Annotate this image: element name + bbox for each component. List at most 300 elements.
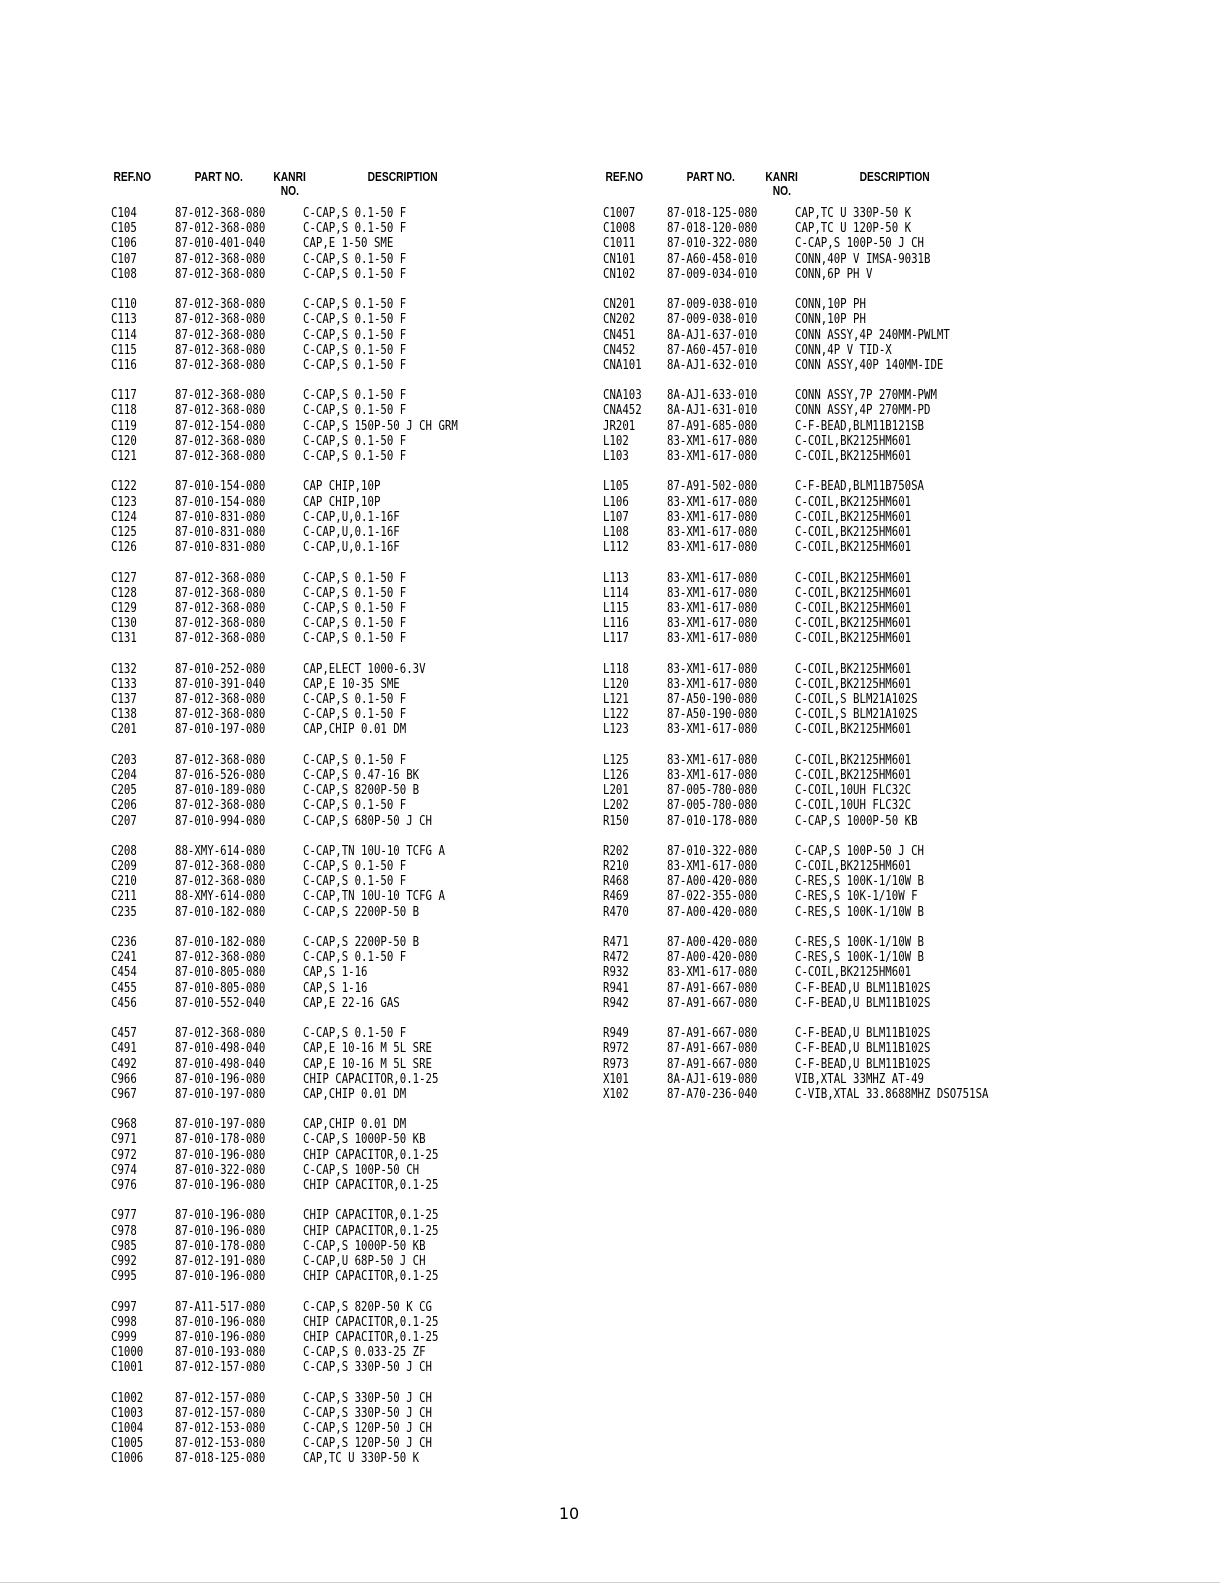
ref-no-cell: C207: [111, 813, 137, 829]
ref-no-cell: C124: [111, 509, 137, 525]
ref-no-cell: C209: [111, 859, 137, 875]
part-no-cell: 87-A70-236-040: [667, 1086, 758, 1102]
ref-no-cell: R941: [603, 980, 629, 996]
ref-no-cell: CNA101: [603, 357, 642, 373]
ref-no-cell: C206: [111, 798, 137, 814]
part-no-cell: 87-010-196-080: [175, 1071, 266, 1087]
part-no-cell: 87-010-197-080: [175, 1086, 266, 1102]
part-no-cell: 83-XM1-617-080: [667, 585, 758, 601]
part-no-cell: 87-012-368-080: [175, 388, 266, 404]
ref-no-cell: CN102: [603, 266, 636, 282]
description-cell: C-CAP,S 0.1-50 F: [303, 631, 407, 647]
ref-no-cell: L113: [603, 570, 629, 586]
part-no-cell: 87-010-189-080: [175, 783, 266, 799]
ref-no-cell: C1008: [603, 221, 636, 237]
part-no-cell: 87-012-368-080: [175, 312, 266, 328]
part-no-cell: 87-012-368-080: [175, 221, 266, 237]
ref-no-cell: C457: [111, 1026, 137, 1042]
part-no-cell: 87-012-368-080: [175, 357, 266, 373]
description-cell: CAP,E 10-35 SME: [303, 676, 400, 692]
description-cell: C-RES,S 10K-1/10W F: [795, 889, 918, 905]
part-no-cell: 87-010-197-080: [175, 1117, 266, 1133]
description-cell: C-CAP,S 0.1-50 F: [303, 449, 407, 464]
description-cell: CAP,CHIP 0.01 DM: [303, 1086, 407, 1102]
part-no-cell: 87-010-322-080: [667, 236, 758, 252]
part-no-cell: 87-010-196-080: [175, 1329, 266, 1345]
description-cell: CHIP CAPACITOR,0.1-25: [303, 1071, 439, 1087]
description-cell: C-COIL,BK2125HM601: [795, 616, 912, 632]
description-cell: CAP,E 22-16 GAS: [303, 995, 400, 1011]
part-no-cell: 87-010-831-080: [175, 540, 266, 556]
part-no-cell: 83-XM1-617-080: [667, 767, 758, 783]
ref-no-cell: C992: [111, 1253, 137, 1269]
part-no-cell: 87-010-322-080: [667, 843, 758, 859]
ref-no-cell: C108: [111, 266, 137, 282]
part-no-cell: 87-012-153-080: [175, 1421, 266, 1436]
ref-no-cell: C241: [111, 950, 137, 966]
part-no-cell: 87-012-368-080: [175, 327, 266, 343]
part-no-cell: 87-010-196-080: [175, 1269, 266, 1285]
description-cell: C-COIL,BK2125HM601: [795, 676, 912, 692]
description-cell: CONN,10P PH: [795, 312, 866, 328]
part-no-cell: 87-009-034-010: [667, 266, 758, 282]
description-cell: C-CAP,TN 10U-10 TCFG A: [303, 889, 445, 905]
ref-no-cell: C105: [111, 221, 137, 237]
ref-no-cell: C1001: [111, 1360, 144, 1376]
description-cell: C-CAP,S 120P-50 J CH: [303, 1421, 432, 1436]
header-part-no: PART NO.: [194, 170, 243, 184]
part-no-cell: 87-010-805-080: [175, 965, 266, 981]
part-no-cell: 87-018-125-080: [175, 1451, 266, 1467]
part-no-cell: 87-010-552-040: [175, 995, 266, 1011]
description-cell: C-COIL,BK2125HM601: [795, 767, 912, 783]
ref-no-cell: R468: [603, 874, 629, 890]
ref-no-cell: L105: [603, 479, 629, 495]
description-cell: CHIP CAPACITOR,0.1-25: [303, 1269, 439, 1285]
description-cell: CAP,S 1-16: [303, 965, 368, 981]
part-no-cell: 83-XM1-617-080: [667, 631, 758, 647]
ref-no-cell: L202: [603, 798, 629, 814]
ref-no-cell: C1005: [111, 1436, 144, 1452]
part-no-cell: 87-012-368-080: [175, 251, 266, 267]
description-cell: CAP,TC U 330P-50 K: [795, 206, 912, 221]
part-no-cell: 87-010-831-080: [175, 524, 266, 540]
description-cell: C-F-BEAD,U BLM11B102S: [795, 995, 931, 1011]
header-ref-no: REF.NO: [605, 170, 644, 184]
part-no-cell: 87-010-193-080: [175, 1345, 266, 1361]
description-cell: C-COIL,BK2125HM601: [795, 449, 912, 464]
description-cell: C-CAP,S 0.1-50 F: [303, 616, 407, 632]
description-cell: C-CAP,S 0.1-50 F: [303, 206, 407, 221]
part-no-cell: 87-010-197-080: [175, 722, 266, 738]
part-no-cell: 83-XM1-617-080: [667, 524, 758, 540]
description-cell: C-COIL,S BLM21A102S: [795, 692, 918, 707]
description-cell: CAP,TC U 330P-50 K: [303, 1451, 420, 1467]
description-cell: C-CAP,U,0.1-16F: [303, 540, 400, 556]
part-no-cell: 87-012-368-080: [175, 950, 266, 966]
ref-no-cell: C119: [111, 418, 137, 434]
ref-no-cell: L107: [603, 509, 629, 525]
part-no-cell: 8A-AJ1-633-010: [667, 388, 758, 404]
ref-no-cell: C132: [111, 661, 137, 677]
description-cell: CONN ASSY,40P 140MM-IDE: [795, 357, 944, 373]
description-cell: C-CAP,S 0.1-50 F: [303, 357, 407, 373]
ref-no-cell: R949: [603, 1026, 629, 1042]
part-no-cell: 87-A91-502-080: [667, 479, 758, 495]
description-cell: CHIP CAPACITOR,0.1-25: [303, 1223, 439, 1239]
description-cell: C-CAP,S 2200P-50 B: [303, 935, 420, 950]
header-part-no: PART NO.: [686, 170, 735, 184]
ref-no-cell: C1002: [111, 1390, 144, 1406]
part-no-cell: 87-010-154-080: [175, 494, 266, 510]
part-no-cell: 87-010-831-080: [175, 509, 266, 525]
description-cell: CAP,CHIP 0.01 DM: [303, 1117, 407, 1133]
description-cell: C-CAP,S 2200P-50 B: [303, 904, 420, 920]
part-no-cell: 87-012-368-080: [175, 707, 266, 723]
ref-no-cell: C126: [111, 540, 137, 556]
description-cell: CONN,4P V TID-X: [795, 342, 892, 358]
description-cell: C-F-BEAD,BLM11B121SB: [795, 418, 924, 434]
ref-no-cell: CN452: [603, 342, 636, 358]
part-no-cell: 87-A50-190-080: [667, 692, 758, 707]
description-cell: C-CAP,S 0.1-50 F: [303, 950, 407, 966]
ref-no-cell: C125: [111, 524, 137, 540]
header-kanri-no: NO.: [280, 184, 299, 198]
part-no-cell: 87-010-498-040: [175, 1056, 266, 1072]
description-cell: C-COIL,BK2125HM601: [795, 722, 912, 738]
ref-no-cell: C1004: [111, 1421, 144, 1436]
description-cell: C-CAP,S 0.1-50 F: [303, 874, 407, 890]
part-no-cell: 87-012-368-080: [175, 449, 266, 464]
ref-no-cell: C968: [111, 1117, 137, 1133]
description-cell: C-CAP,S 330P-50 J CH: [303, 1390, 432, 1406]
ref-no-cell: C128: [111, 585, 137, 601]
ref-no-cell: L118: [603, 661, 629, 677]
part-no-cell: 83-XM1-617-080: [667, 616, 758, 632]
part-no-cell: 87-012-368-080: [175, 874, 266, 890]
part-no-cell: 87-012-368-080: [175, 1026, 266, 1042]
description-cell: C-COIL,BK2125HM601: [795, 752, 912, 768]
description-cell: C-CAP,S 0.1-50 F: [303, 798, 407, 814]
part-no-cell: 83-XM1-617-080: [667, 722, 758, 738]
description-cell: C-CAP,S 0.1-50 F: [303, 312, 407, 328]
ref-no-cell: C967: [111, 1086, 137, 1102]
description-cell: CHIP CAPACITOR,0.1-25: [303, 1178, 439, 1193]
part-no-cell: 87-010-196-080: [175, 1147, 266, 1163]
description-cell: C-COIL,BK2125HM601: [795, 509, 912, 525]
description-cell: CONN,10P PH: [795, 297, 866, 313]
description-cell: C-COIL,BK2125HM601: [795, 631, 912, 647]
ref-no-cell: L103: [603, 449, 629, 464]
header-ref-no: REF.NO: [113, 170, 152, 184]
ref-no-cell: L115: [603, 600, 629, 616]
description-cell: C-CAP,S 120P-50 J CH: [303, 1436, 432, 1452]
description-cell: CAP CHIP,10P: [303, 494, 381, 510]
description-cell: CONN,6P PH V: [795, 266, 873, 282]
part-no-cell: 87-A00-420-080: [667, 874, 758, 890]
ref-no-cell: C1011: [603, 236, 636, 252]
ref-no-cell: C491: [111, 1041, 137, 1057]
ref-no-cell: C1007: [603, 206, 636, 221]
part-no-cell: 87-A60-457-010: [667, 342, 758, 358]
ref-no-cell: L120: [603, 676, 629, 692]
ref-no-cell: L125: [603, 752, 629, 768]
description-cell: C-CAP,U,0.1-16F: [303, 524, 400, 540]
description-cell: CONN ASSY,4P 240MM-PWLMT: [795, 327, 950, 343]
description-cell: C-COIL,BK2125HM601: [795, 433, 912, 449]
part-no-cell: 87-012-368-080: [175, 266, 266, 282]
description-cell: C-CAP,S 0.1-50 F: [303, 297, 407, 313]
ref-no-cell: L122: [603, 707, 629, 723]
ref-no-cell: L114: [603, 585, 629, 601]
ref-no-cell: R932: [603, 965, 629, 981]
header-kanri: KANRI: [765, 170, 798, 184]
ref-no-cell: C997: [111, 1299, 137, 1315]
ref-no-cell: C120: [111, 433, 137, 449]
ref-no-cell: C201: [111, 722, 137, 738]
part-no-cell: 87-010-994-080: [175, 813, 266, 829]
ref-no-cell: C971: [111, 1132, 137, 1148]
ref-no-cell: C998: [111, 1314, 137, 1330]
description-cell: C-CAP,S 0.1-50 F: [303, 342, 407, 358]
ref-no-cell: C456: [111, 995, 137, 1011]
ref-no-cell: C966: [111, 1071, 137, 1087]
ref-no-cell: C133: [111, 676, 137, 692]
page-number: 10: [558, 1504, 580, 1523]
ref-no-cell: L112: [603, 540, 629, 556]
part-no-cell: 87-012-368-080: [175, 206, 266, 221]
part-no-cell: 87-012-368-080: [175, 342, 266, 358]
description-cell: C-CAP,S 0.1-50 F: [303, 859, 407, 875]
part-no-cell: 87-A00-420-080: [667, 950, 758, 966]
part-no-cell: 87-012-154-080: [175, 418, 266, 434]
ref-no-cell: C1006: [111, 1451, 144, 1467]
description-cell: C-RES,S 100K-1/10W B: [795, 935, 924, 950]
part-no-cell: 87-010-196-080: [175, 1178, 266, 1193]
description-cell: CAP,E 10-16 M 5L SRE: [303, 1056, 432, 1072]
part-no-cell: 87-010-178-080: [175, 1132, 266, 1148]
description-cell: CONN ASSY,4P 270MM-PD: [795, 403, 931, 419]
ref-no-cell: C118: [111, 403, 137, 419]
part-no-cell: 87-009-038-010: [667, 297, 758, 313]
part-no-cell: 8A-AJ1-631-010: [667, 403, 758, 419]
ref-no-cell: L201: [603, 783, 629, 799]
part-no-cell: 83-XM1-617-080: [667, 676, 758, 692]
part-no-cell: 87-022-355-080: [667, 889, 758, 905]
part-no-cell: 83-XM1-617-080: [667, 540, 758, 556]
description-cell: C-CAP,S 1000P-50 KB: [795, 813, 918, 829]
part-no-cell: 88-XMY-614-080: [175, 843, 266, 859]
ref-no-cell: C137: [111, 692, 137, 707]
part-no-cell: 87-012-368-080: [175, 752, 266, 768]
part-no-cell: 87-010-252-080: [175, 661, 266, 677]
header-kanri-no: NO.: [772, 184, 791, 198]
description-cell: C-RES,S 100K-1/10W B: [795, 950, 924, 966]
part-no-cell: 87-012-157-080: [175, 1405, 266, 1421]
description-cell: C-CAP,S 0.1-50 F: [303, 752, 407, 768]
part-no-cell: 8A-AJ1-637-010: [667, 327, 758, 343]
ref-no-cell: C985: [111, 1238, 137, 1254]
ref-no-cell: R469: [603, 889, 629, 905]
part-no-cell: 87-012-153-080: [175, 1436, 266, 1452]
part-no-cell: 87-010-401-040: [175, 236, 266, 252]
description-cell: CONN,40P V IMSA-9031B: [795, 251, 931, 267]
part-no-cell: 87-010-154-080: [175, 479, 266, 495]
description-cell: C-CAP,S 1000P-50 KB: [303, 1238, 426, 1254]
part-no-cell: 87-010-805-080: [175, 980, 266, 996]
description-cell: C-CAP,S 8200P-50 B: [303, 783, 420, 799]
header-description: DESCRIPTION: [859, 170, 930, 184]
part-no-cell: 87-A91-667-080: [667, 995, 758, 1011]
description-cell: CAP,ELECT 1000-6.3V: [303, 661, 426, 677]
description-cell: C-CAP,S 0.1-50 F: [303, 221, 407, 237]
part-no-cell: 83-XM1-617-080: [667, 570, 758, 586]
ref-no-cell: C204: [111, 767, 137, 783]
description-cell: C-F-BEAD,U BLM11B102S: [795, 1056, 931, 1072]
ref-no-cell: CN201: [603, 297, 636, 313]
description-cell: C-RES,S 100K-1/10W B: [795, 904, 924, 920]
part-no-cell: 87-010-391-040: [175, 676, 266, 692]
description-cell: C-CAP,S 0.1-50 F: [303, 692, 407, 707]
part-no-cell: 87-012-368-080: [175, 859, 266, 875]
ref-no-cell: R202: [603, 843, 629, 859]
part-no-cell: 83-XM1-617-080: [667, 449, 758, 464]
ref-no-cell: C104: [111, 206, 137, 221]
ref-no-cell: L117: [603, 631, 629, 647]
description-cell: C-COIL,10UH FLC32C: [795, 798, 912, 814]
ref-no-cell: C106: [111, 236, 137, 252]
part-no-cell: 87-012-368-080: [175, 585, 266, 601]
description-cell: C-CAP,S 100P-50 J CH: [795, 843, 924, 859]
part-no-cell: 87-010-196-080: [175, 1208, 266, 1224]
ref-no-cell: C492: [111, 1056, 137, 1072]
description-cell: CHIP CAPACITOR,0.1-25: [303, 1147, 439, 1163]
part-no-cell: 87-A00-420-080: [667, 935, 758, 950]
description-cell: C-CAP,U,0.1-16F: [303, 509, 400, 525]
ref-no-cell: C110: [111, 297, 137, 313]
ref-no-cell: R472: [603, 950, 629, 966]
description-cell: C-CAP,S 0.1-50 F: [303, 388, 407, 404]
part-no-cell: 87-010-322-080: [175, 1162, 266, 1178]
ref-no-cell: C210: [111, 874, 137, 890]
description-cell: C-COIL,BK2125HM601: [795, 585, 912, 601]
description-cell: CONN ASSY,7P 270MM-PWM: [795, 388, 937, 404]
part-no-cell: 87-A91-667-080: [667, 1026, 758, 1042]
part-no-cell: 87-016-526-080: [175, 767, 266, 783]
ref-no-cell: R942: [603, 995, 629, 1011]
ref-no-cell: C121: [111, 449, 137, 464]
ref-no-cell: L108: [603, 524, 629, 540]
header-kanri: KANRI: [273, 170, 306, 184]
part-no-cell: 87-A91-667-080: [667, 1056, 758, 1072]
ref-no-cell: C978: [111, 1223, 137, 1239]
ref-no-cell: L126: [603, 767, 629, 783]
description-cell: C-CAP,S 0.1-50 F: [303, 1026, 407, 1042]
description-cell: C-CAP,S 0.1-50 F: [303, 433, 407, 449]
description-cell: CHIP CAPACITOR,0.1-25: [303, 1329, 439, 1345]
ref-no-cell: C115: [111, 342, 137, 358]
part-no-cell: 88-XMY-614-080: [175, 889, 266, 905]
ref-no-cell: C122: [111, 479, 137, 495]
ref-no-cell: X102: [603, 1086, 629, 1102]
part-no-cell: 87-010-178-080: [175, 1238, 266, 1254]
description-cell: C-RES,S 100K-1/10W B: [795, 874, 924, 890]
description-cell: C-CAP,S 0.47-16 BK: [303, 767, 420, 783]
part-no-cell: 87-010-196-080: [175, 1223, 266, 1239]
description-cell: CAP,E 1-50 SME: [303, 236, 394, 252]
ref-no-cell: C114: [111, 327, 137, 343]
ref-no-cell: R210: [603, 859, 629, 875]
ref-no-cell: C455: [111, 980, 137, 996]
description-cell: C-CAP,S 1000P-50 KB: [303, 1132, 426, 1148]
part-no-cell: 87-012-368-080: [175, 692, 266, 707]
part-no-cell: 83-XM1-617-080: [667, 600, 758, 616]
description-cell: C-CAP,S 820P-50 K CG: [303, 1299, 432, 1315]
ref-no-cell: C123: [111, 494, 137, 510]
description-cell: C-F-BEAD,U BLM11B102S: [795, 1026, 931, 1042]
description-cell: C-CAP,U 68P-50 J CH: [303, 1253, 426, 1269]
part-no-cell: 87-009-038-010: [667, 312, 758, 328]
ref-no-cell: C211: [111, 889, 137, 905]
part-no-cell: 87-012-368-080: [175, 798, 266, 814]
description-cell: C-CAP,S 0.1-50 F: [303, 251, 407, 267]
ref-no-cell: C113: [111, 312, 137, 328]
part-no-cell: 87-005-780-080: [667, 783, 758, 799]
part-no-cell: 87-A91-685-080: [667, 418, 758, 434]
ref-no-cell: C235: [111, 904, 137, 920]
description-cell: CHIP CAPACITOR,0.1-25: [303, 1314, 439, 1330]
part-no-cell: 87-A11-517-080: [175, 1299, 266, 1315]
description-cell: C-CAP,S 0.1-50 F: [303, 327, 407, 343]
description-cell: C-CAP,S 100P-50 J CH: [795, 236, 924, 252]
part-no-cell: 83-XM1-617-080: [667, 965, 758, 981]
part-no-cell: 87-018-125-080: [667, 206, 758, 221]
ref-no-cell: L121: [603, 692, 629, 707]
part-no-cell: 87-012-368-080: [175, 403, 266, 419]
ref-no-cell: C999: [111, 1329, 137, 1345]
part-no-cell: 87-A00-420-080: [667, 904, 758, 920]
part-no-cell: 87-012-368-080: [175, 600, 266, 616]
part-no-cell: 87-010-196-080: [175, 1314, 266, 1330]
part-no-cell: 8A-AJ1-632-010: [667, 357, 758, 373]
part-no-cell: 87-012-191-080: [175, 1253, 266, 1269]
part-no-cell: 87-A91-667-080: [667, 1041, 758, 1057]
part-no-cell: 87-012-368-080: [175, 616, 266, 632]
description-cell: C-CAP,S 0.1-50 F: [303, 570, 407, 586]
part-no-cell: 83-XM1-617-080: [667, 433, 758, 449]
part-no-cell: 87-005-780-080: [667, 798, 758, 814]
description-cell: C-CAP,S 0.1-50 F: [303, 266, 407, 282]
description-cell: C-VIB,XTAL 33.8688MHZ DSO751SA: [795, 1086, 989, 1102]
part-no-cell: 87-012-368-080: [175, 631, 266, 647]
ref-no-cell: R973: [603, 1056, 629, 1072]
description-cell: C-CAP,S 0.1-50 F: [303, 403, 407, 419]
ref-no-cell: C117: [111, 388, 137, 404]
ref-no-cell: JR201: [603, 418, 636, 434]
ref-no-cell: C236: [111, 935, 137, 950]
ref-no-cell: C1000: [111, 1345, 144, 1361]
description-cell: C-COIL,BK2125HM601: [795, 524, 912, 540]
ref-no-cell: C208: [111, 843, 137, 859]
ref-no-cell: C127: [111, 570, 137, 586]
part-no-cell: 83-XM1-617-080: [667, 661, 758, 677]
description-cell: C-CAP,TN 10U-10 TCFG A: [303, 843, 445, 859]
description-cell: C-CAP,S 680P-50 J CH: [303, 813, 432, 829]
description-cell: C-COIL,BK2125HM601: [795, 570, 912, 586]
ref-no-cell: C454: [111, 965, 137, 981]
ref-no-cell: C972: [111, 1147, 137, 1163]
description-cell: CHIP CAPACITOR,0.1-25: [303, 1208, 439, 1224]
